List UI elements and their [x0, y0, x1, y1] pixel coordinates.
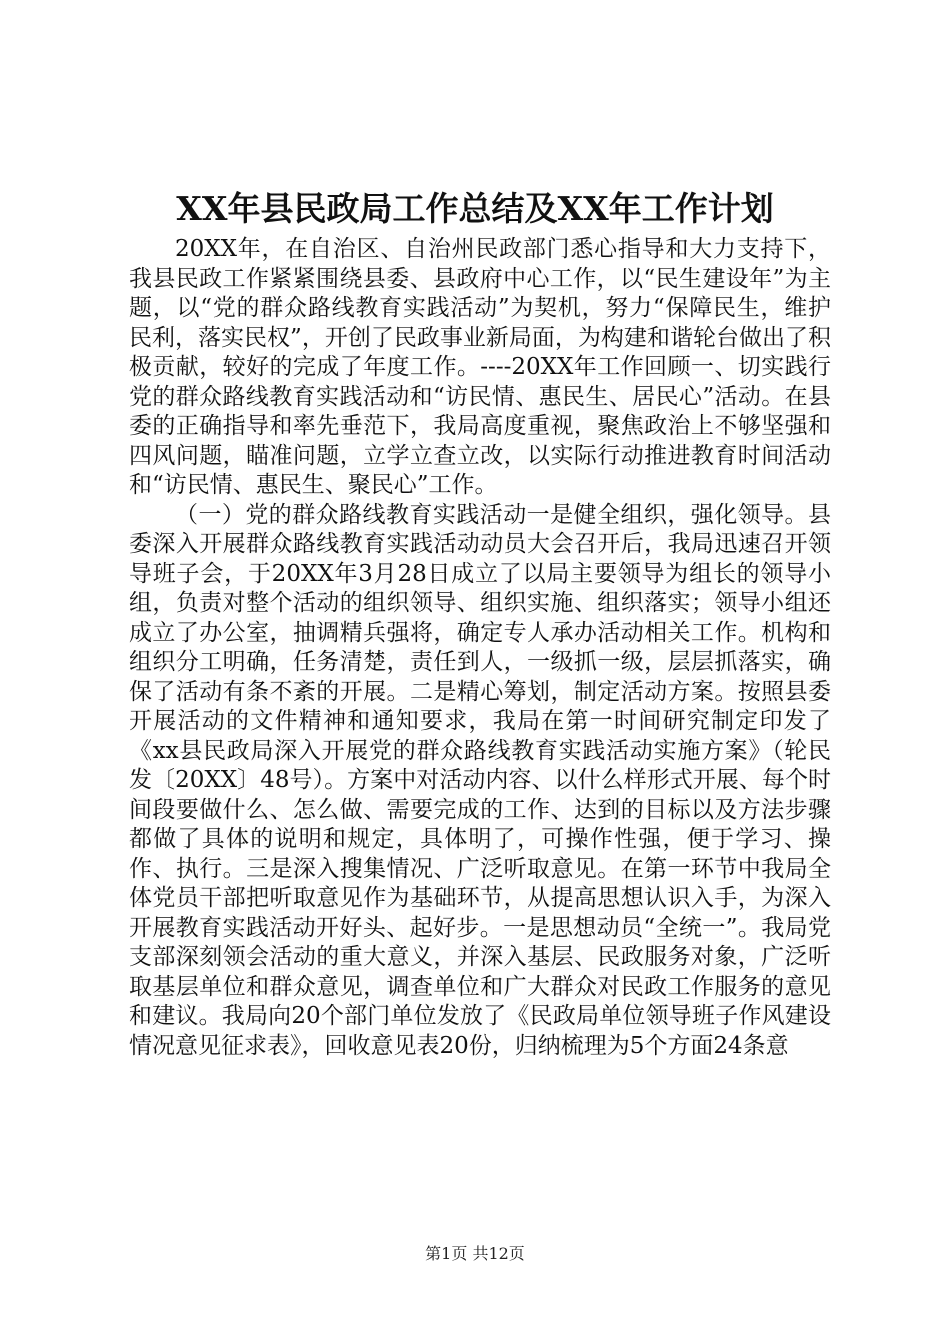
document-title: XX年县民政局工作总结及XX年工作计划: [176, 189, 774, 228]
body-paragraph: 20XX年，在自治区、自治州民政部门悉心指导和大力支持下，我县民政工作紧紧围绕县委、县政府中心工作，以“民生建设年”为主题，以“党的群众路线教育实践活动”为契机，努力“保障民生，维护民利，落实民权”，开创了民政事业新局面，为构建和谐轮台做出了积极贡献，较好的完成了年度工作。----20XX年工作回顾一、切实践行党的群众路线教育实践活动和“访民情、惠民生、居民心”活动。在县委的正确指导和率先垂范下，我局高度重视，聚焦政治上不够坚强和四风问题，瞄准问题，立学立查立改，以实际行动推进教育时间活动和“访民情、惠民生、聚民心”工作。: [129, 236, 831, 498]
page-number: 第1页 共12页: [425, 1244, 525, 1263]
document-body: [129, 235, 831, 1061]
body-paragraph: （一）党的群众路线教育实践活动一是健全组织，强化领导。县委深入开展群众路线教育实践活动动员大会召开后，我局迅速召开领导班子会，于20XX年3月28日成立了以局主要领导为组长的领导小组，负责对整个活动的组织领导、组织实施、组织落实；领导小组还成立了办公室，抽调精兵强将，确定专人承办活动相关工作。机构和组织分工明确，任务清楚，责任到人，一级抓一级，层层抓落实，确保了活动有条不紊的开展。二是精心筹划，制定活动方案。按照县委开展活动的文件精神和通知要求，我局在第一时间研究制定印发了《xx县民政局深入开展党的群众路线教育实践活动实施方案》（轮民发〔20XX〕48号）。方案中对活动内容、以什么样形式开展、每个时间段要做什么、怎么做、需要完成的工作、达到的目标以及方法步骤都做了具体的说明和规定，具体明了，可操作性强，便于学习、操作、执行。三是深入搜集情况、广泛听取意见。在第一环节中我局全体党员干部把听取意见作为基础环节，从提高思想认识入手，为深入开展教育实践活动开好头、起好步。一是思想动员“全统一”。我局党支部深刻领会活动的重大意义，并深入基层、民政服务对象，广泛听取基层单位和群众意见，调查单位和广大群众对民政工作服务的意见和建议。我局向20个部门单位发放了《民政局单位领导班子作风建设情况意见征求表》，回收意见表20份，归纳梳理为5个方面24条意: [129, 501, 831, 1059]
